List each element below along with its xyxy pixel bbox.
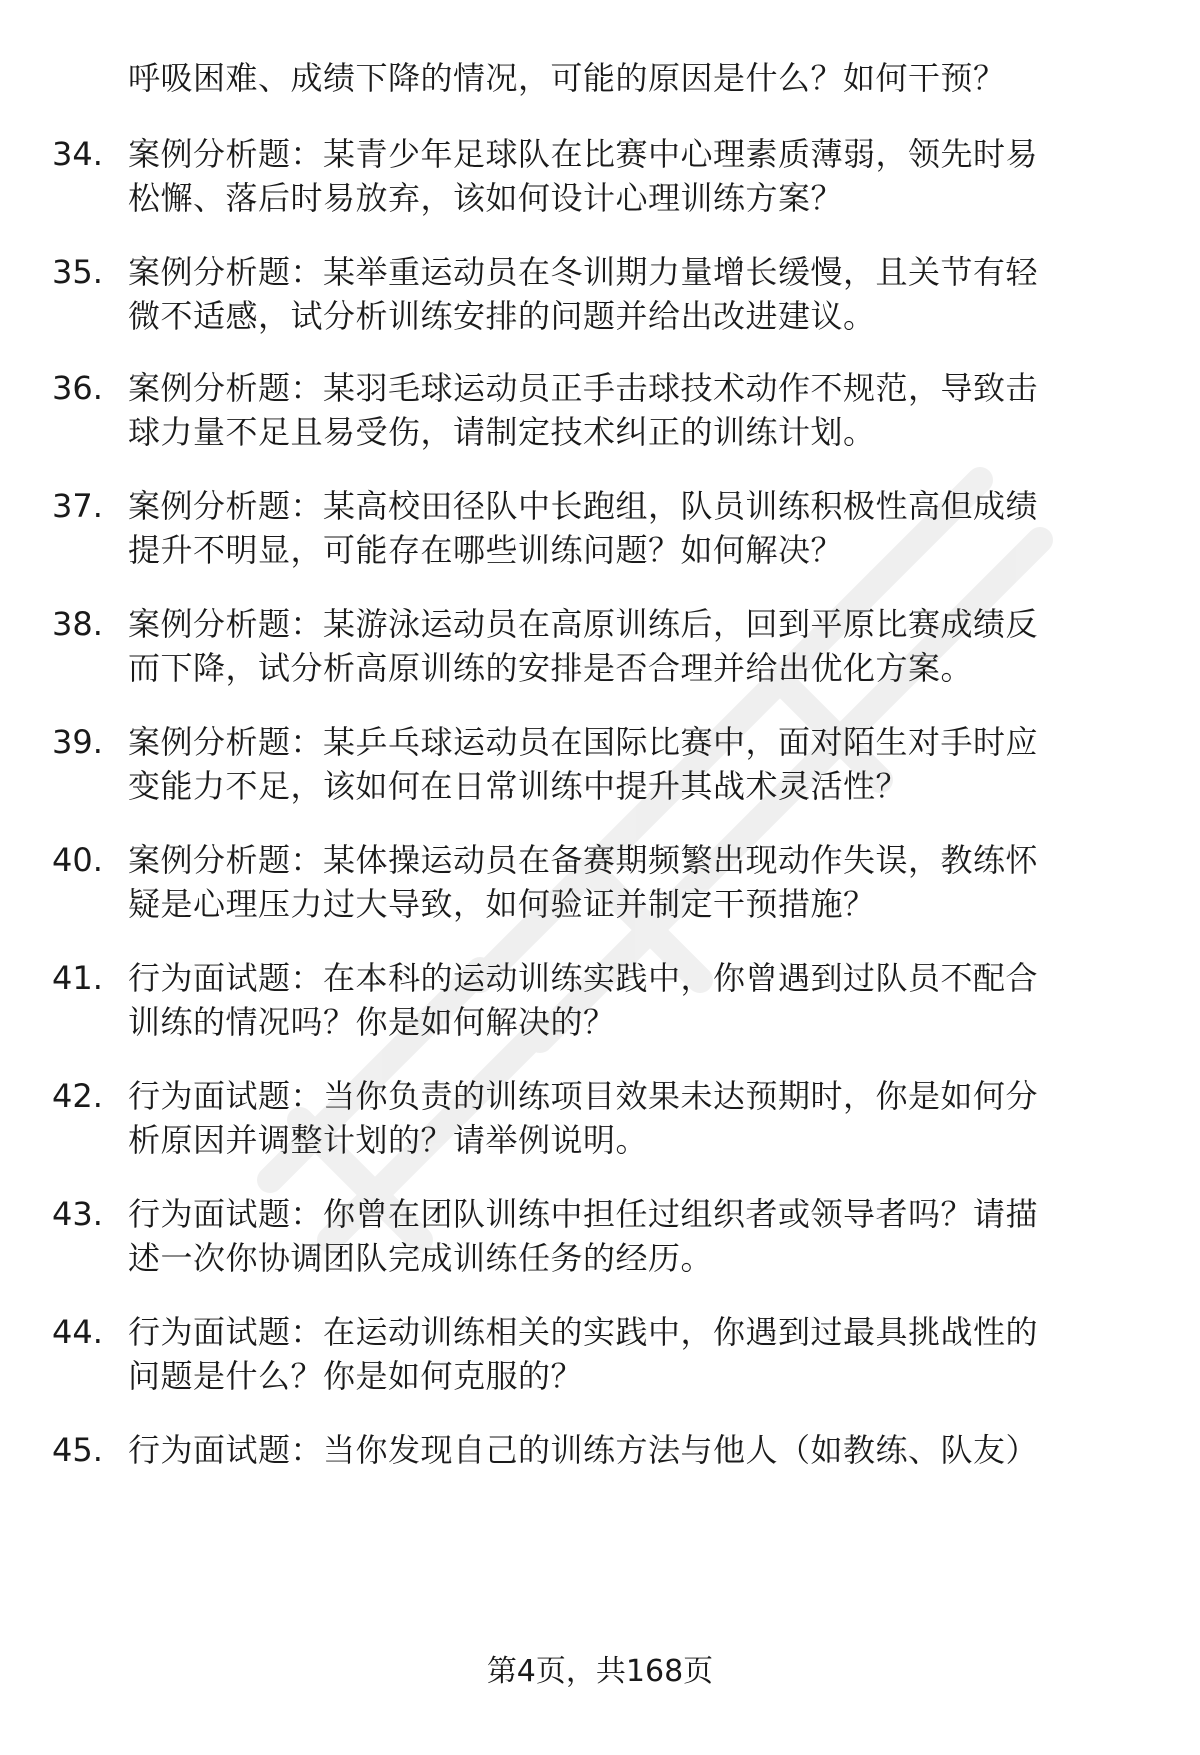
question-text-line: 述一次你协调团队完成训练任务的经历。: [128, 1239, 714, 1277]
question-text-line: 球力量不足且易受伤，请制定技术纠正的训练计划。: [128, 413, 876, 451]
question-text-line: 案例分析题：某乒乓球运动员在国际比赛中，面对陌生对手时应: [128, 723, 1039, 761]
question-number: 34.: [52, 135, 103, 173]
question-text-line: 疑是心理压力过大导致，如何验证并制定干预措施？: [128, 885, 876, 923]
question-number: 44.: [52, 1313, 103, 1351]
question-text-line: 行为面试题：当你负责的训练项目效果未达预期时，你是如何分: [128, 1077, 1039, 1115]
question-text-line: 案例分析题：某游泳运动员在高原训练后，回到平原比赛成绩反: [128, 605, 1039, 643]
question-number: 42.: [52, 1077, 103, 1115]
question-number: 43.: [52, 1195, 103, 1233]
question-number: 37.: [52, 487, 103, 525]
page-number-footer: 第4页，共168页: [486, 1654, 714, 1689]
question-text-line: 行为面试题：你曾在团队训练中担任过组织者或领导者吗？请描: [128, 1195, 1039, 1233]
question-text-line: 微不适感，试分析训练安排的问题并给出改进建议。: [128, 297, 876, 335]
question-text-line: 行为面试题：在本科的运动训练实践中，你曾遇到过队员不配合: [128, 959, 1039, 997]
question-number: 41.: [52, 959, 103, 997]
question-text-line: 案例分析题：某高校田径队中长跑组，队员训练积极性高但成绩: [128, 487, 1039, 525]
question-text-line: 行为面试题：当你发现自己的训练方法与他人（如教练、队友）: [128, 1431, 1039, 1469]
question-text-line: 案例分析题：某举重运动员在冬训期力量增长缓慢，且关节有轻: [128, 253, 1039, 291]
question-text-line: 变能力不足，该如何在日常训练中提升其战术灵活性？: [128, 767, 909, 805]
question-text-line: 训练的情况吗？你是如何解决的？: [128, 1003, 616, 1041]
question-number: 40.: [52, 841, 103, 879]
continued-question-text: 呼吸困难、成绩下降的情况，可能的原因是什么？如何干预？: [128, 59, 1006, 97]
question-text-line: 案例分析题：某羽毛球运动员正手击球技术动作不规范，导致击: [128, 369, 1039, 407]
question-number: 38.: [52, 605, 103, 643]
question-text-line: 行为面试题：在运动训练相关的实践中，你遇到过最具挑战性的: [128, 1313, 1039, 1351]
question-text-line: 析原因并调整计划的？请举例说明。: [128, 1121, 649, 1159]
question-text-line: 案例分析题：某体操运动员在备赛期频繁出现动作失误，教练怀: [128, 841, 1039, 879]
question-text-line: 松懈、落后时易放弃，该如何设计心理训练方案？: [128, 179, 844, 217]
question-number: 45.: [52, 1431, 103, 1469]
question-text-line: 案例分析题：某青少年足球队在比赛中心理素质薄弱，领先时易: [128, 135, 1039, 173]
question-number: 36.: [52, 369, 103, 407]
question-number: 35.: [52, 253, 103, 291]
question-text-line: 问题是什么？你是如何克服的？: [128, 1357, 584, 1395]
question-number: 39.: [52, 723, 103, 761]
question-text-line: 提升不明显，可能存在哪些训练问题？如何解决？: [128, 531, 844, 569]
question-text-line: 而下降，试分析高原训练的安排是否合理并给出优化方案。: [128, 649, 974, 687]
